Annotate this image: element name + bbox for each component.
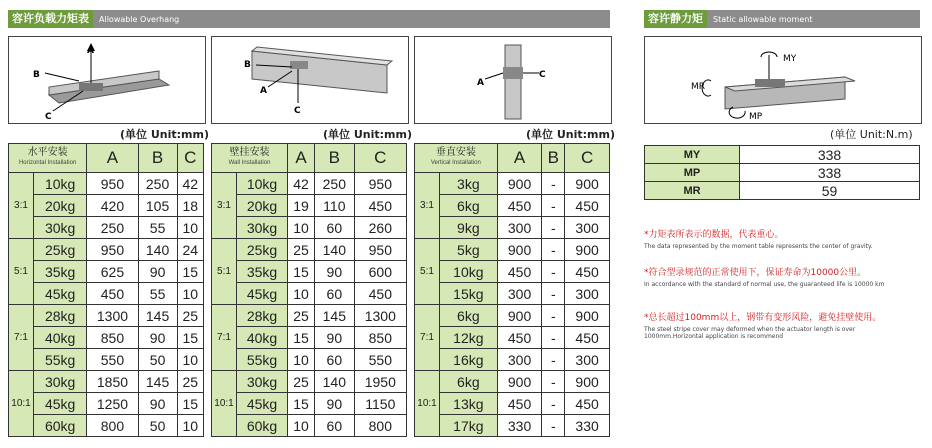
ratio-cell: 10:1 — [415, 371, 440, 437]
fig-label-c: C — [539, 70, 546, 80]
value-cell: - — [542, 195, 565, 217]
value-cell: 19 — [288, 195, 315, 217]
wall-load-table — [211, 143, 407, 437]
load-cell: 45kg — [34, 283, 87, 305]
value-cell: 1300 — [354, 305, 406, 327]
value-cell: 10 — [177, 349, 203, 371]
vertical-actuator-drawing — [415, 37, 611, 123]
ratio-cell: 10:1 — [9, 371, 34, 437]
value-cell: 15 — [177, 327, 203, 349]
table-title-zh: 垂直安装 — [435, 147, 476, 158]
moment-value: 338 — [740, 164, 920, 182]
value-cell: 250 — [315, 173, 355, 195]
table-row — [9, 393, 204, 415]
table-row — [9, 327, 204, 349]
table-row — [415, 173, 610, 195]
value-cell: - — [542, 327, 565, 349]
table-row — [212, 261, 407, 283]
value-cell: 300 — [565, 217, 610, 239]
table-row — [9, 349, 204, 371]
moment-key: MP — [645, 164, 740, 182]
value-cell: 145 — [315, 305, 355, 327]
moment-key: MR — [645, 182, 740, 200]
static-section-header — [644, 10, 920, 28]
value-cell: - — [542, 349, 565, 371]
load-cell: 60kg — [237, 415, 288, 437]
value-cell: 15 — [288, 261, 315, 283]
fig-label-a: A — [477, 78, 484, 88]
moment-key: MY — [645, 146, 740, 164]
table-title — [212, 144, 288, 173]
table-row — [212, 305, 407, 327]
column-header: A — [87, 144, 138, 173]
table-row — [415, 239, 610, 261]
load-cell: 9kg — [440, 217, 498, 239]
value-cell: 60 — [315, 349, 355, 371]
value-cell: 900 — [565, 305, 610, 327]
table-row — [9, 261, 204, 283]
value-cell: 250 — [87, 217, 138, 239]
horizontal-load-table — [8, 143, 204, 437]
value-cell: - — [542, 261, 565, 283]
load-cell: 45kg — [237, 393, 288, 415]
column-header: B — [315, 144, 355, 173]
fig-label-a: A — [87, 46, 94, 56]
value-cell: 140 — [315, 239, 355, 261]
value-cell: 60 — [315, 217, 355, 239]
note-1 — [644, 227, 914, 250]
value-cell: 90 — [315, 261, 355, 283]
table-title-en: Vertical Installation — [430, 160, 481, 166]
value-cell: 450 — [565, 393, 610, 415]
table-row — [415, 415, 610, 437]
table-header-row — [212, 144, 407, 173]
table-row — [415, 371, 610, 393]
value-cell: 900 — [497, 173, 542, 195]
table-header-row — [9, 144, 204, 173]
value-cell: 110 — [315, 195, 355, 217]
static-section-title-en: Static allowable moment — [713, 15, 813, 24]
note-zh: *总长超过100mm以上，钢带有变形风险，避免挂壁使用。 — [644, 313, 882, 323]
note-zh: *力矩表所表示的数据，代表重心。 — [644, 230, 784, 240]
ratio-cell: 5:1 — [9, 239, 34, 305]
value-cell: 450 — [497, 327, 542, 349]
load-cell: 15kg — [440, 283, 498, 305]
value-cell: 800 — [87, 415, 138, 437]
table-row — [415, 393, 610, 415]
note-2 — [644, 265, 914, 288]
load-cell: 16kg — [440, 349, 498, 371]
table-row — [9, 195, 204, 217]
load-cell: 55kg — [34, 349, 87, 371]
value-cell: 450 — [565, 327, 610, 349]
value-cell: 145 — [138, 371, 177, 393]
value-cell: - — [542, 305, 565, 327]
fig-label-mp: MP — [749, 112, 763, 122]
ratio-cell: 5:1 — [212, 239, 237, 305]
table-row — [415, 327, 610, 349]
static-moment-table — [644, 145, 920, 200]
column-header: C — [565, 144, 610, 173]
load-cell: 28kg — [237, 305, 288, 327]
table-row — [212, 371, 407, 393]
note-zh: *符合型录规范的正常使用下，保证寿命为10000公里。 — [644, 268, 867, 278]
table-row — [9, 283, 204, 305]
fig-label-b: B — [244, 60, 251, 70]
ratio-cell: 3:1 — [9, 173, 34, 239]
fig-label-mr: MR — [691, 82, 706, 92]
value-cell: 140 — [138, 239, 177, 261]
value-cell: 18 — [177, 195, 203, 217]
value-cell: 42 — [177, 173, 203, 195]
unit-label-1: (单位 Unit:mm) — [120, 128, 209, 141]
table-row — [212, 393, 407, 415]
value-cell: 25 — [288, 371, 315, 393]
note-en: The steel stripe cover may deformed when the actuator length is over 1000mm.Horizontal application is recommend — [644, 326, 856, 340]
load-cell: 3kg — [440, 173, 498, 195]
value-cell: 90 — [138, 327, 177, 349]
horizontal-actuator-drawing — [9, 37, 205, 123]
static-section-title-zh: 容许静力矩 — [644, 10, 707, 28]
value-cell: 60 — [315, 415, 355, 437]
value-cell: 420 — [87, 195, 138, 217]
fig-label-my: MY — [783, 54, 797, 64]
unit-label-3: (单位 Unit:mm) — [526, 128, 615, 141]
value-cell: 450 — [497, 261, 542, 283]
table-row — [415, 349, 610, 371]
table-row — [212, 415, 407, 437]
table-row — [9, 371, 204, 393]
value-cell: 50 — [138, 349, 177, 371]
column-header: B — [138, 144, 177, 173]
value-cell: 850 — [354, 327, 406, 349]
table-row — [212, 173, 407, 195]
value-cell: 300 — [497, 283, 542, 305]
value-cell: 950 — [354, 239, 406, 261]
ratio-cell: 7:1 — [9, 305, 34, 371]
value-cell: 25 — [288, 305, 315, 327]
value-cell: 850 — [87, 327, 138, 349]
value-cell: - — [542, 217, 565, 239]
value-cell: 800 — [354, 415, 406, 437]
value-cell: 950 — [87, 239, 138, 261]
value-cell: 145 — [138, 305, 177, 327]
column-header: B — [542, 144, 565, 173]
value-cell: - — [542, 283, 565, 305]
value-cell: 1950 — [354, 371, 406, 393]
moment-value: 338 — [740, 146, 920, 164]
ratio-cell: 3:1 — [415, 173, 440, 239]
wall-actuator-drawing — [212, 37, 408, 123]
vertical-load-table — [414, 143, 610, 437]
fig-label-b: B — [33, 70, 40, 80]
ratio-cell: 7:1 — [212, 305, 237, 371]
table-row — [415, 305, 610, 327]
value-cell: 60 — [315, 283, 355, 305]
value-cell: 25 — [288, 239, 315, 261]
table-title-en: Horizontal Installation — [18, 160, 77, 166]
table-row — [212, 195, 407, 217]
value-cell: 300 — [565, 349, 610, 371]
load-cell: 28kg — [34, 305, 87, 327]
value-cell: 300 — [497, 349, 542, 371]
note-en: In accordance with the standard of normal use, the guaranteed life is 10000 km — [644, 281, 885, 288]
ratio-cell: 5:1 — [415, 239, 440, 305]
ratio-cell: 3:1 — [212, 173, 237, 239]
value-cell: - — [542, 239, 565, 261]
value-cell: 550 — [354, 349, 406, 371]
value-cell: 550 — [87, 349, 138, 371]
unit-label-2: (单位 Unit:mm) — [323, 128, 412, 141]
value-cell: 300 — [565, 283, 610, 305]
column-header: C — [177, 144, 203, 173]
table-row — [9, 217, 204, 239]
wall-diagram — [211, 36, 409, 124]
value-cell: 10 — [288, 349, 315, 371]
moment-value: 59 — [740, 182, 920, 200]
value-cell: 15 — [177, 261, 203, 283]
fig-label-c: C — [294, 106, 301, 116]
load-cell: 45kg — [237, 283, 288, 305]
value-cell: 10 — [288, 217, 315, 239]
load-cell: 20kg — [237, 195, 288, 217]
table-row — [415, 195, 610, 217]
value-cell: 330 — [497, 415, 542, 437]
value-cell: 900 — [565, 239, 610, 261]
horizontal-diagram — [8, 36, 206, 124]
load-cell: 6kg — [440, 195, 498, 217]
column-header: A — [497, 144, 542, 173]
load-cell: 25kg — [237, 239, 288, 261]
vertical-diagram — [414, 36, 612, 124]
table-row — [645, 164, 920, 182]
load-cell: 25kg — [34, 239, 87, 261]
value-cell: - — [542, 393, 565, 415]
value-cell: - — [542, 173, 565, 195]
unit-label-static: (单位 Unit:N.m) — [830, 128, 913, 141]
value-cell: 450 — [565, 261, 610, 283]
table-title-zh: 水平安装 — [27, 147, 68, 158]
load-cell: 30kg — [237, 217, 288, 239]
static-moment-diagram — [644, 36, 922, 124]
table-row — [212, 349, 407, 371]
value-cell: 450 — [87, 283, 138, 305]
table-title-en: Wall Installation — [228, 160, 271, 166]
value-cell: 90 — [138, 393, 177, 415]
value-cell: 450 — [565, 195, 610, 217]
value-cell: 1300 — [87, 305, 138, 327]
table-row — [9, 173, 204, 195]
load-section-title-en: Allowable Overhang — [99, 15, 180, 24]
load-cell: 6kg — [440, 305, 498, 327]
value-cell: 25 — [177, 305, 203, 327]
load-cell: 13kg — [440, 393, 498, 415]
load-cell: 5kg — [440, 239, 498, 261]
load-cell: 30kg — [237, 371, 288, 393]
value-cell: 900 — [565, 173, 610, 195]
value-cell: 450 — [497, 195, 542, 217]
column-header: A — [288, 144, 315, 173]
load-cell: 40kg — [237, 327, 288, 349]
value-cell: 90 — [315, 393, 355, 415]
value-cell: 25 — [177, 371, 203, 393]
table-row — [645, 146, 920, 164]
load-cell: 30kg — [34, 371, 87, 393]
load-cell: 40kg — [34, 327, 87, 349]
fig-label-a: A — [260, 86, 267, 96]
load-cell: 45kg — [34, 393, 87, 415]
value-cell: 42 — [288, 173, 315, 195]
load-cell: 35kg — [237, 261, 288, 283]
load-cell: 30kg — [34, 217, 87, 239]
value-cell: 90 — [315, 327, 355, 349]
load-cell: 20kg — [34, 195, 87, 217]
load-section-title-zh: 容许负载力矩表 — [8, 10, 93, 28]
load-cell: 10kg — [237, 173, 288, 195]
value-cell: 15 — [288, 393, 315, 415]
value-cell: 24 — [177, 239, 203, 261]
table-title — [9, 144, 87, 173]
value-cell: 10 — [177, 283, 203, 305]
load-cell: 10kg — [440, 261, 498, 283]
value-cell: 300 — [497, 217, 542, 239]
value-cell: 450 — [354, 195, 406, 217]
table-row — [9, 305, 204, 327]
load-cell: 55kg — [237, 349, 288, 371]
value-cell: 625 — [87, 261, 138, 283]
value-cell: 1150 — [354, 393, 406, 415]
table-row — [212, 327, 407, 349]
value-cell: 55 — [138, 217, 177, 239]
value-cell: 55 — [138, 283, 177, 305]
load-cell: 12kg — [440, 327, 498, 349]
table-row — [415, 217, 610, 239]
table-row — [9, 415, 204, 437]
note-3 — [644, 310, 914, 340]
load-cell: 10kg — [34, 173, 87, 195]
value-cell: 260 — [354, 217, 406, 239]
load-cell: 60kg — [34, 415, 87, 437]
table-row — [212, 283, 407, 305]
value-cell: 900 — [497, 239, 542, 261]
fig-label-c: C — [45, 112, 52, 122]
note-en: The data represented by the moment table represents the center of gravity. — [644, 243, 873, 250]
ratio-cell: 7:1 — [415, 305, 440, 371]
load-cell: 6kg — [440, 371, 498, 393]
value-cell: 600 — [354, 261, 406, 283]
table-row — [645, 182, 920, 200]
value-cell: 1850 — [87, 371, 138, 393]
value-cell: 140 — [315, 371, 355, 393]
value-cell: 450 — [497, 393, 542, 415]
value-cell: 10 — [177, 415, 203, 437]
value-cell: 10 — [288, 283, 315, 305]
table-row — [415, 261, 610, 283]
value-cell: 950 — [354, 173, 406, 195]
load-section-header — [8, 10, 610, 28]
value-cell: 15 — [288, 327, 315, 349]
value-cell: 10 — [177, 217, 203, 239]
load-cell: 35kg — [34, 261, 87, 283]
static-moment-drawing — [645, 37, 921, 123]
value-cell: 1250 — [87, 393, 138, 415]
value-cell: 950 — [87, 173, 138, 195]
table-row — [212, 239, 407, 261]
table-row — [415, 283, 610, 305]
value-cell: 250 — [138, 173, 177, 195]
value-cell: 105 — [138, 195, 177, 217]
value-cell: 900 — [497, 305, 542, 327]
load-cell: 17kg — [440, 415, 498, 437]
table-title-zh: 壁挂安装 — [229, 147, 270, 158]
value-cell: 90 — [138, 261, 177, 283]
table-row — [9, 239, 204, 261]
value-cell: 900 — [497, 371, 542, 393]
value-cell: 450 — [354, 283, 406, 305]
value-cell: 330 — [565, 415, 610, 437]
table-row — [212, 217, 407, 239]
value-cell: 10 — [288, 415, 315, 437]
ratio-cell: 10:1 — [212, 371, 237, 437]
value-cell: 50 — [138, 415, 177, 437]
value-cell: - — [542, 415, 565, 437]
table-title — [415, 144, 498, 173]
table-header-row — [415, 144, 610, 173]
column-header: C — [354, 144, 406, 173]
value-cell: - — [542, 371, 565, 393]
value-cell: 15 — [177, 393, 203, 415]
value-cell: 900 — [565, 371, 610, 393]
